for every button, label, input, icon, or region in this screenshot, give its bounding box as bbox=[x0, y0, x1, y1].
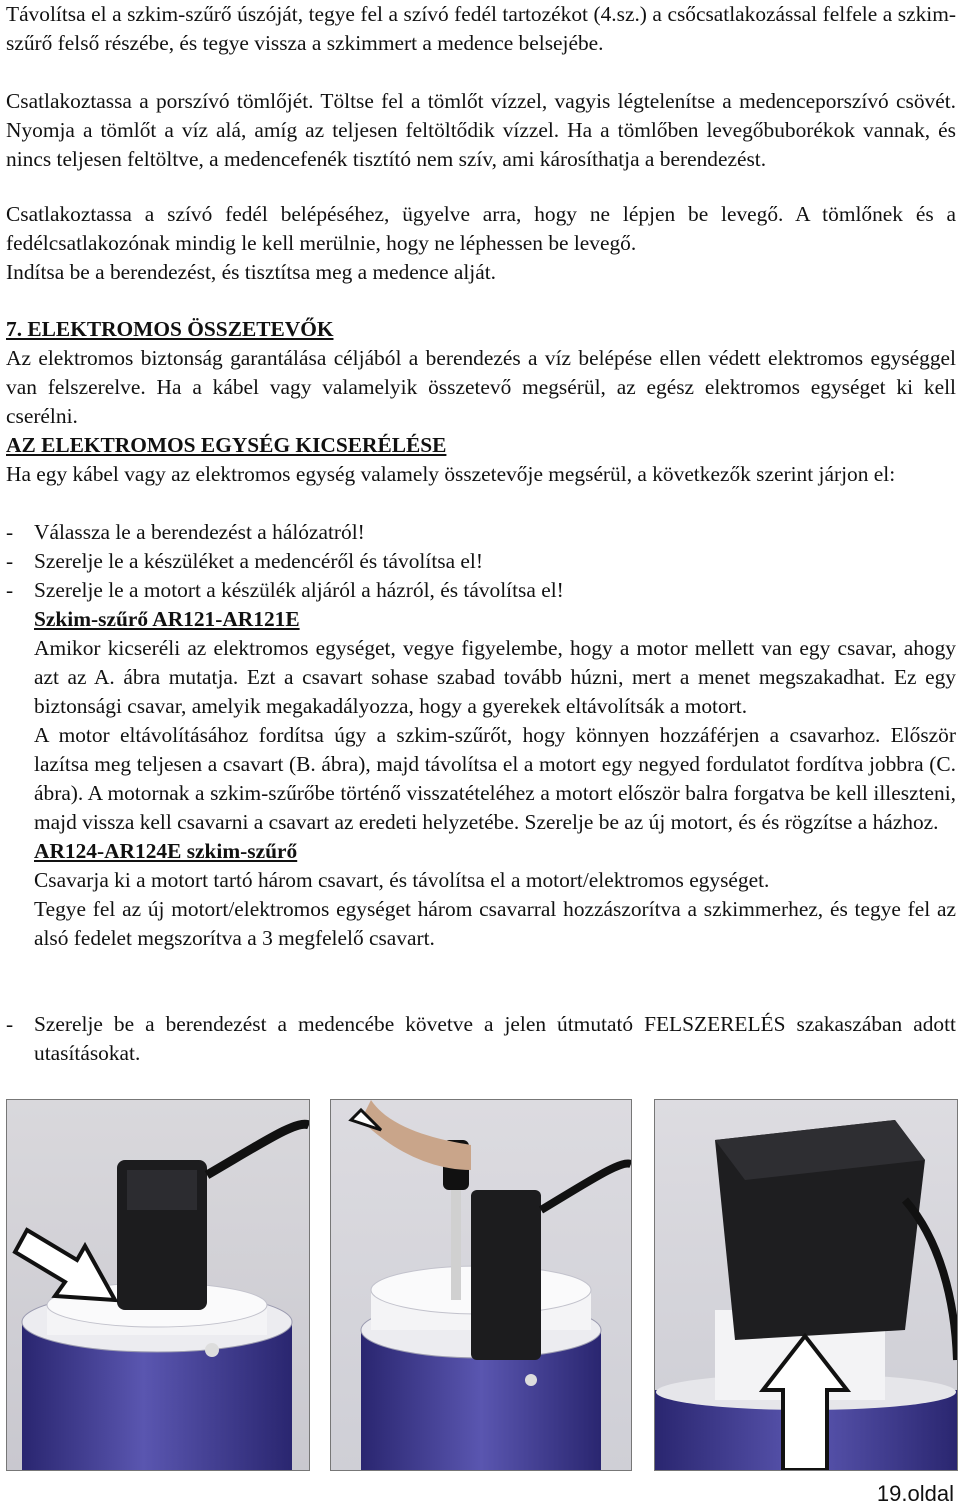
bullet-dash: - bbox=[6, 520, 14, 544]
bullet-text: Szerelje be a berendezést a medencébe követve a jelen útmutató FELSZERELÉS szakaszában adott utasításokat. bbox=[34, 1012, 956, 1065]
intro-paragraph-3: Csatlakoztassa a szívó fedél belépéséhez, ügyelve arra, hogy ne lépjen be levegő. A tömlőnek és a fedélcsatlakozónak mindig le kell merülnie, hogy ne léphessen be levegő. bbox=[6, 202, 956, 255]
list-item bbox=[6, 1010, 956, 1068]
bullet-text: Szerelje le a készüléket a medencéről és távolítsa el! bbox=[34, 549, 483, 573]
ar121-paragraph-1: Amikor kicseréli az elektromos egységet, vegye figyelembe, hogy a motor mellett van egy csavar, ahogy azt az A. ábra mutatja. Ezt a csavart sohase szabad tovább húzni, mert a menet megszakadhat. Ez egy biztonsági csavar, amelyik megakadályozza, hogy a gyerekek eltávolítsák a motort. bbox=[34, 636, 956, 718]
list-item bbox=[6, 576, 956, 605]
replace-intro: Ha egy kábel vagy az elektromos egység valamely összetevője megsérül, a következők szerint járjon el: bbox=[6, 462, 896, 486]
bullet-dash: - bbox=[6, 1012, 14, 1036]
intro-paragraph-4: Indítsa be a berendezést, és tisztítsa meg a medence alját. bbox=[6, 260, 496, 284]
sub-section-ar121 bbox=[6, 605, 956, 953]
list-item bbox=[6, 518, 956, 547]
sub-heading-ar124: AR124-AR124E szkim-szűrő bbox=[34, 839, 298, 863]
bullet-dash: - bbox=[6, 549, 14, 573]
replace-bullet-list bbox=[6, 518, 956, 605]
section-heading-replace: AZ ELEKTROMOS EGYSÉG KICSERÉLÉSE bbox=[6, 433, 447, 457]
final-bullet bbox=[6, 1010, 956, 1068]
figure-c-photo bbox=[654, 1099, 958, 1471]
bullet-dash: - bbox=[6, 578, 14, 602]
bullet-text: Válassza le a berendezést a hálózatról! bbox=[34, 520, 365, 544]
section-paragraph-electric: Az elektromos biztonság garantálása céljából a berendezés a víz belépése ellen védett elektromos egységgel van felszerelve. Ha a kábel vagy valamelyik összetevő megsérül, az egész elektromos egységet ki kell cserélni. bbox=[6, 346, 956, 428]
page-number: 19.oldal bbox=[876, 1481, 954, 1506]
ar124-paragraph-2: Tegye fel az új motort/elektromos egységet három csavarral hozzászorítva a szkimmerhez, és tegye fel az alsó fedelet megszorítva a 3 megfelelő csavart. bbox=[34, 897, 956, 950]
bullet-text: Szerelje le a motort a készülék aljáról a házról, és távolítsa el! bbox=[34, 578, 564, 602]
figure-b-photo bbox=[330, 1099, 632, 1471]
list-item bbox=[6, 547, 956, 576]
section-heading-electric: 7. ELEKTROMOS ÖSSZETEVŐK bbox=[6, 317, 334, 341]
ar124-paragraph-1: Csavarja ki a motort tartó három csavart, és távolítsa el a motort/elektromos egységet. bbox=[34, 868, 770, 892]
intro-paragraph-1: Távolítsa el a szkim-szűrő úszóját, tegye fel a szívó fedél tartozékot (4.sz.) a csőcsatlakozással felfele a szkim-szűrő felső részébe, és tegye vissza a szkimmert a medence belsejébe. bbox=[6, 2, 956, 55]
ar121-paragraph-2: A motor eltávolításához fordítsa úgy a szkim-szűrőt, hogy könnyen hozzáférjen a csavarhoz. Először lazítsa meg teljesen a csavart (B. ábra), majd távolítsa el a motort egy negyed fordulatot fordítva jobbra (C. ábra). A motornak a szkim-szűrőbe történő visszatételéhez a motort először balra forgatva be kell illeszteni, majd vissza kell csavarni a csavart az eredeti helyzetébe. Szerelje be az új motort, és és rögzítse a házhoz. bbox=[34, 723, 956, 834]
figure-a-photo bbox=[6, 1099, 310, 1471]
sub-heading-ar121: Szkim-szűrő AR121-AR121E bbox=[34, 607, 300, 631]
intro-paragraph-2: Csatlakoztassa a porszívó tömlőjét. Töltse fel a tömlőt vízzel, vagyis légtelenítse a medenceporszívó csövét. Nyomja a tömlőt a víz alá, amíg az teljesen feltöltődik vízzel. Ha a tömlőben levegőbuborékok vannak, és nincs teljesen feltöltve, a medencefenék tisztító nem szív, ami károsíthatja a berendezést. bbox=[6, 89, 956, 171]
figure-row bbox=[6, 1099, 956, 1469]
